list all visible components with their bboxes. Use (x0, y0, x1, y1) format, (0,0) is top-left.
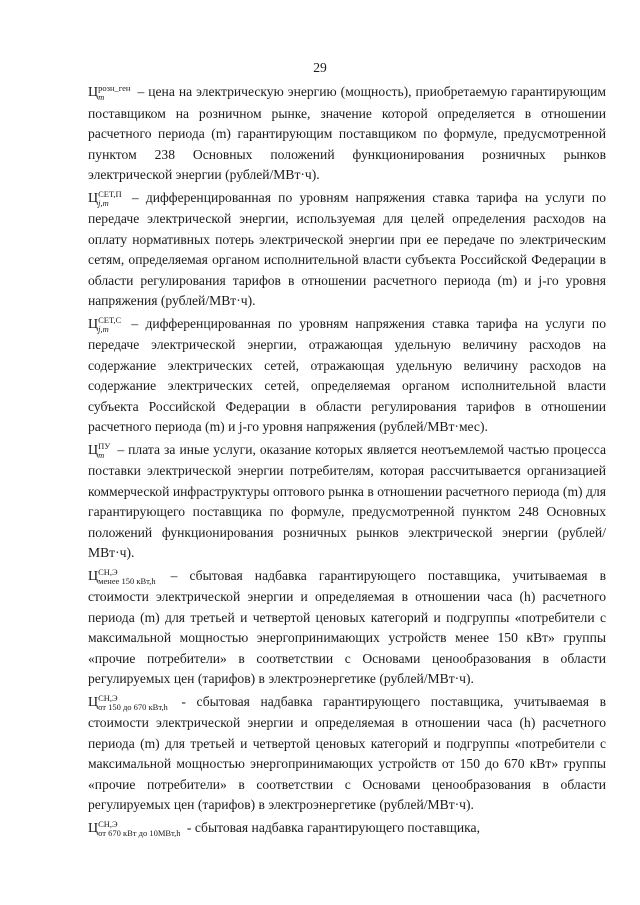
definition-text: – дифференцированная по уровням напряжения ставка тарифа на услуги по передаче электрической энергии, отражающая удельную величину расходов на содержание электрических сетей, отражающая удельную величину расходов на содержание электрических сетей, определяемая органом исполнительной власти субъекта Российской Федерации в области регулирования тарифов в отношении расчетного периода (m) и j-го уровня напряжения (рублей/МВт·мес). (88, 315, 606, 434)
definition-text: – плата за иные услуги, оказание которых является неотъемлемой частью процесса поставки электрической энергии потребителям, которая рассчитывается организацией коммерческой инфраструктуры оптового рынка в отношении расчетного периода (m) для гарантирующего поставщика по формуле, предусмотренной пунктом 248 Основных положений функционирования розничных рынков электрической энергии (рублей/МВт·ч). (88, 441, 606, 560)
definition-paragraph-3 (88, 314, 606, 438)
formula-symbol: Ц розн_ген m (88, 83, 131, 102)
definition-paragraph-1 (88, 82, 606, 186)
definition-paragraph-6 (88, 692, 606, 816)
definition-paragraph-7 (88, 818, 606, 840)
definition-paragraph-4 (88, 440, 606, 564)
formula-symbol: Ц СН,Э от 150 до 670 кВт,h (88, 692, 168, 712)
definition-paragraph-5 (88, 566, 606, 690)
definition-text: – цена на электрическую энергию (мощность), приобретаемую гарантирующим поставщиком на розничном рынке, значение которой определяется в отношении расчетного периода (m) гарантирующим поставщиком по формуле, предусмотренной пунктом 238 Основных положений функционирования розничных рынков электрической энергии (рублей/МВт·ч). (88, 84, 606, 182)
formula-symbol: Ц СЕТ,С j,m (88, 314, 122, 334)
definition-text: – сбытовая надбавка гарантирующего поставщика, учитываемая в стоимости электрической энергии и определяемая в отношении часа (h) расчетного периода (m) для третьей и четвертой ценовых категорий и подгруппы «потребители с максимальной мощностью энергопринимающих устройств менее 150 кВт» группы «прочие потребители» в соответствии с Основами ценообразования в области регулируемых цен (тарифов) в электроэнергетике (рублей/МВт·ч). (88, 567, 606, 686)
page-number: 29 (313, 60, 327, 75)
formula-symbol: Ц СН,Э менее 150 кВт,h (88, 566, 156, 586)
definition-text: - сбытовая надбавка гарантирующего поставщика, учитываемая в стоимости электрической энергии и определяемая в отношении часа (h) расчетного периода (m) для третьей и четвертой ценовых категорий и подгруппы «потребители с максимальной мощностью энергопринимающих устройств от 150 до 670 кВт» группы «прочие потребители» в соответствии с Основами ценообразования в области регулируемых цен (тарифов) в электроэнергетике (рублей/МВт·ч). (88, 693, 606, 812)
definition-text: - сбытовая надбавка гарантирующего поставщика, (183, 819, 480, 835)
definition-text: – дифференцированная по уровням напряжения ставка тарифа на услуги по передаче электрической энергии, используемая для целей определения расходов на оплату нормативных потерь электрической энергии при ее передаче по электрическим сетям, определяемая органом исполнительной власти субъекта Российской Федерации в области регулирования тарифов в отношении расчетного периода (m) и j-го уровня напряжения (рублей/МВт·ч). (88, 189, 606, 308)
formula-symbol: Ц СЕТ,П j,m (88, 188, 122, 208)
definition-paragraph-2 (88, 188, 606, 312)
document-body (88, 82, 606, 841)
formula-symbol: Ц СН,Э от 670 кВт до 10МВт,h (88, 818, 181, 838)
formula-symbol: Ц ПУ m (88, 440, 111, 460)
